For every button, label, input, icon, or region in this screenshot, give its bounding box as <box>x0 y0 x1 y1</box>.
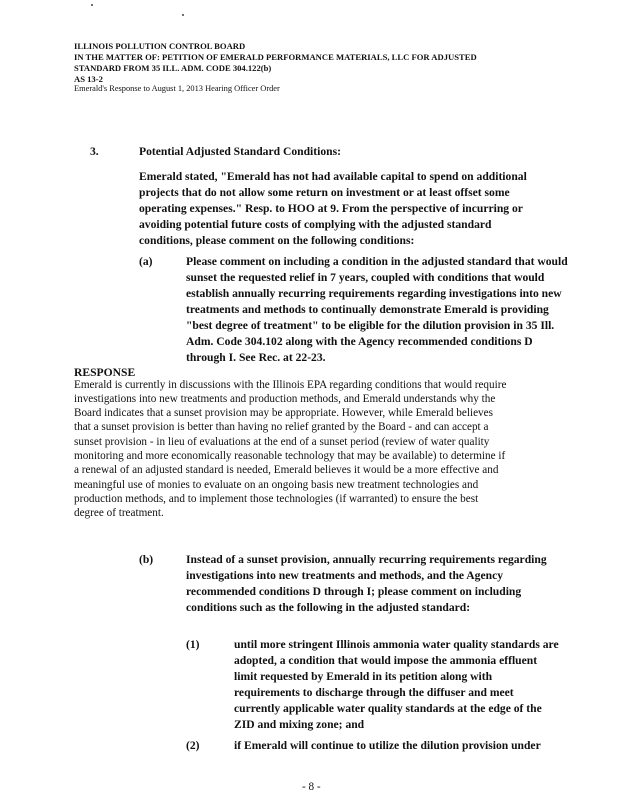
text-line: conditions such as the following in the adjusted standard: <box>186 601 471 614</box>
section-title: Potential Adjusted Standard Conditions: <box>139 145 341 158</box>
page-number: - 8 - <box>302 781 321 793</box>
text-line: Emerald stated, "Emerald has not had available capital to spend on additional <box>139 170 527 183</box>
text-line: treatments and methods to continually demonstrate Emerald is providing <box>186 303 549 316</box>
text-line: ZID and mixing zone; and <box>234 718 365 731</box>
text-line: production methods, and to implement those technologies (if warranted) to ensure the best <box>74 493 479 505</box>
item-label: (b) <box>139 553 154 566</box>
header-line: AS 13-2 <box>74 74 103 84</box>
text-line: avoiding potential future costs of complying with the adjusted standard <box>139 218 492 231</box>
item-label: (2) <box>186 739 200 752</box>
text-line: sunset provision - in lieu of evaluations at the end of a sunset period (review of water quality <box>74 436 490 448</box>
text-line: a renewal of an adjusted standard is needed, Emerald believes it would be a more effective and <box>74 464 499 476</box>
text-line: if Emerald will continue to utilize the dilution provision under <box>234 739 541 752</box>
header-line: ILLINOIS POLLUTION CONTROL BOARD <box>74 41 246 51</box>
text-line: currently applicable water quality standards at the edge of the <box>234 702 542 715</box>
text-line: "best degree of treatment" to be eligible for the dilution provision in 35 Ill. <box>186 319 555 332</box>
item-label: (1) <box>186 638 200 651</box>
text-line: requirements to discharge through the diffuser and meet <box>234 686 514 699</box>
text-line: recommended conditions D through I; please comment on including <box>186 585 522 598</box>
text-line: meaningful use of monies to evaluate on an ongoing basis new treatment technologies and <box>74 479 479 491</box>
response-heading: RESPONSE <box>74 366 136 379</box>
text-line: degree of treatment. <box>74 507 164 519</box>
text-line: limit requested by Emerald in its petition along with <box>234 670 493 683</box>
text-line: Adm. Code 304.102 along with the Agency recommended conditions D <box>186 335 533 348</box>
text-line: monitoring and more economically reasonable technology that may be available) to determine if <box>74 450 506 462</box>
text-line: projects that do not allow some return on investment or at least offset some <box>139 186 510 199</box>
text-line: Emerald is currently in discussions with the Illinois EPA regarding conditions that would require <box>74 379 507 391</box>
scan-speck <box>91 4 93 6</box>
section-number: 3. <box>90 145 99 158</box>
header-line: Emerald's Response to August 1, 2013 Hearing Officer Order <box>74 84 280 93</box>
text-line: investigations into new treatments and methods, and the Agency <box>186 569 504 582</box>
text-line: sunset the requested relief in 7 years, coupled with conditions that would <box>186 271 545 284</box>
text-line: Board indicates that a sunset provision may be appropriate. However, while Emerald believes <box>74 407 493 419</box>
header-line: IN THE MATTER OF: PETITION OF EMERALD PERFORMANCE MATERIALS, LLC FOR ADJUSTED <box>74 52 477 62</box>
text-line: operating expenses." Resp. to HOO at 9. From the perspective of incurring or <box>139 202 523 215</box>
text-line: through I. See Rec. at 22-23. <box>186 351 326 364</box>
text-line: conditions, please comment on the following conditions: <box>139 234 415 247</box>
text-line: until more stringent Illinois ammonia water quality standards are <box>234 638 559 651</box>
text-line: establish annually recurring requirements regarding investigations into new <box>186 287 562 300</box>
scan-speck <box>182 14 184 16</box>
text-line: that a sunset provision is better than having no relief granted by the Board - and can accept a <box>74 421 489 433</box>
text-line: adopted, a condition that would impose the ammonia effluent <box>234 654 538 667</box>
text-line: Please comment on including a condition in the adjusted standard that would <box>186 255 568 268</box>
item-label: (a) <box>139 255 153 268</box>
text-line: Instead of a sunset provision, annually recurring requirements regarding <box>186 553 547 566</box>
header-line: STANDARD FROM 35 ILL. ADM. CODE 304.122(b) <box>74 63 272 73</box>
text-line: investigations into new treatments and production methods, and Emerald understands why the <box>74 393 496 405</box>
